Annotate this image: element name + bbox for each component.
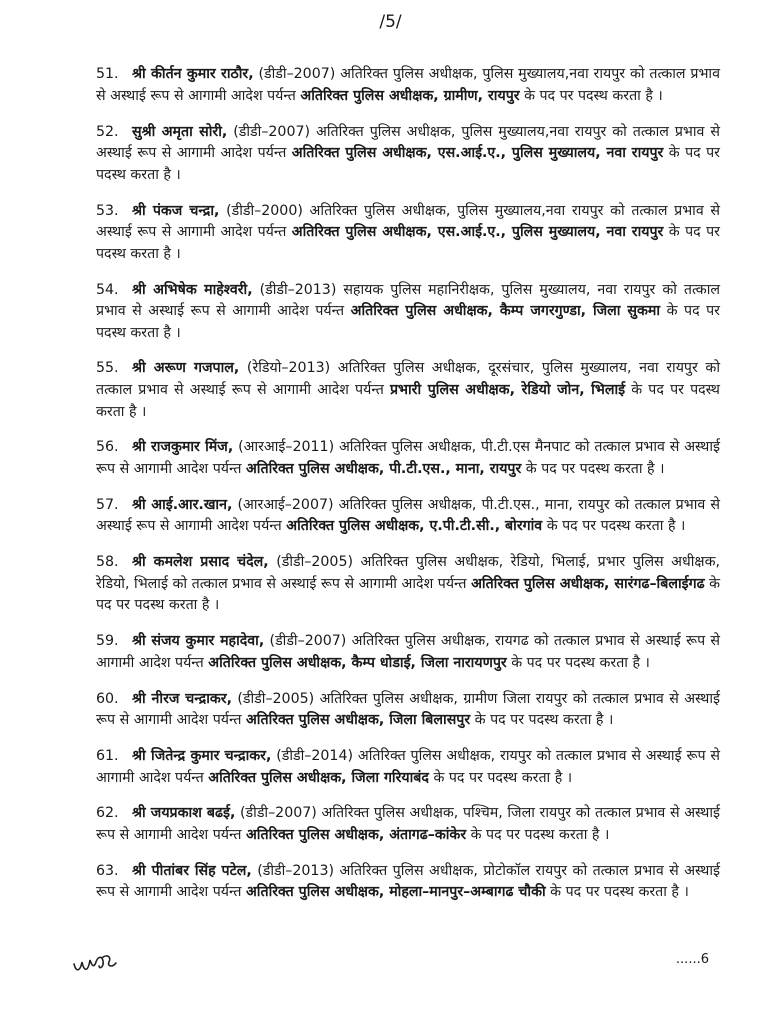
posting-designation: अतिरिक्त पुलिस अधीक्षक, पी.टी.एस., माना, रायपुर xyxy=(245,461,522,478)
entry-number: 62. xyxy=(96,805,119,822)
entry-text: (डीडी–2007) अतिरिक्त पुलिस अधीक्षक, रायगढ को तत्काल प्रभाव से अस्थाई रूप से आगामी आदेश पर्यन्त xyxy=(96,633,720,671)
posting-order-list xyxy=(96,50,720,914)
list-item xyxy=(96,746,720,789)
entry-number: 60. xyxy=(96,690,119,707)
list-item xyxy=(96,122,720,187)
officer-name: श्री जयप्रकाश बढई, xyxy=(132,805,236,822)
signature-stroke-icon xyxy=(72,950,120,976)
entry-text-end: के पद पर पदस्थ करता है । xyxy=(96,575,721,614)
posting-designation: अतिरिक्त पुलिस अधीक्षक, ए.पी.टी.सी., बोरगांव xyxy=(286,518,543,535)
entry-text: (आरआई–2007) अतिरिक्त पुलिस अधीक्षक, पी.टी.एस., माना, रायपुर को तत्काल प्रभाव से अस्थाई रूप से आगामी आदेश पर्यन्त xyxy=(96,496,721,535)
posting-designation: अतिरिक्त पुलिस अधीक्षक, कैम्प धोडाई, जिला नारायणपुर xyxy=(208,654,507,671)
entry-text: (रेडियो–2013) अतिरिक्त पुलिस अधीक्षक, दूरसंचार, पुलिस मुख्यालय, नवा रायपुर को तत्काल प्रभाव से अस्थाई रूप से आगामी आदेश पर्यन्त xyxy=(96,360,720,399)
officer-name: सुश्री अमृता सोरी, xyxy=(132,123,228,140)
list-item xyxy=(96,689,720,732)
list-item xyxy=(96,803,720,846)
list-item xyxy=(96,201,720,266)
posting-designation: अतिरिक्त पुलिस अधीक्षक, जिला गरियाबंद xyxy=(208,769,429,786)
list-item xyxy=(96,280,720,345)
officer-name: श्री पंकज चन्द्रा, xyxy=(132,202,220,219)
posting-designation: अतिरिक्त पुलिस अधीक्षक, जिला बिलासपुर xyxy=(245,712,471,729)
entry-number: 61. xyxy=(96,747,119,764)
list-item xyxy=(96,495,720,538)
list-item xyxy=(96,861,720,904)
entry-text-end: के पद पर पदस्थ करता है । xyxy=(96,382,720,420)
entry-text: (डीडी–2007) अतिरिक्त पुलिस अधीक्षक, पुलिस मुख्यालय,नवा रायपुर को तत्काल प्रभाव से अस्थाई रूप से आगामी आदेश पर्यन्त xyxy=(96,66,720,104)
entry-number: 57. xyxy=(96,496,119,513)
entry-number: 58. xyxy=(96,554,119,571)
entry-text-end: के पद पर पदस्थ करता है । xyxy=(545,884,689,901)
officer-name: श्री राजकुमार मिंज, xyxy=(132,439,234,456)
entry-text-end: के पद पर पदस्थ करता है । xyxy=(519,87,663,104)
entry-number: 63. xyxy=(96,862,119,879)
posting-designation: अतिरिक्त पुलिस अधीक्षक, अंतागढ–कांकेर xyxy=(245,826,467,843)
entry-text-end: के पद पर पदस्थ करता है । xyxy=(470,712,614,729)
entry-number: 56. xyxy=(96,439,119,456)
posting-designation: प्रभारी पुलिस अधीक्षक, रेडियो जोन, भिलाई xyxy=(389,382,626,399)
entry-number: 51. xyxy=(96,66,119,83)
posting-designation: अतिरिक्त पुलिस अधीक्षक, सारंगढ–बिलाईगढ xyxy=(471,575,705,592)
entry-text: (डीडी–2005) अतिरिक्त पुलिस अधीक्षक, रेडियो, भिलाई, प्रभार पुलिस अधीक्षक, रेडियो, भिलाई को तत्काल प्रभाव से अस्थाई रूप से आगामी आदेश पर्यन्त xyxy=(96,554,720,592)
entry-text: (आरआई–2011) अतिरिक्त पुलिस अधीक्षक, पी.टी.एस मैनपाट को तत्काल प्रभाव से अस्थाई रूप से आगामी आदेश पर्यन्त xyxy=(96,439,720,478)
page-number: /5/ xyxy=(379,12,402,32)
officer-name: श्री जितेन्द्र कुमार चन्द्राकर, xyxy=(132,747,272,764)
officer-name: श्री कमलेश प्रसाद चंदेल, xyxy=(132,554,269,571)
posting-designation: अतिरिक्त पुलिस अधीक्षक, एस.आई.ए., पुलिस मुख्यालय, नवा रायपुर xyxy=(291,224,664,241)
officer-name: श्री संजय कुमार महादेवा, xyxy=(132,633,265,650)
entry-number: 54. xyxy=(96,281,119,298)
entry-number: 59. xyxy=(96,633,119,650)
entry-text-end: के पद पर पदस्थ करता है । xyxy=(96,145,720,183)
entry-text-end: के पद पर पदस्थ करता है । xyxy=(466,826,610,843)
entry-text: (डीडी–2005) अतिरिक्त पुलिस अधीक्षक, ग्रामीण जिला रायपुर को तत्काल प्रभाव से अस्थाई रूप से आगामी आदेश पर्यन्त xyxy=(96,690,720,729)
officer-name: श्री अभिषेक माहेश्वरी, xyxy=(132,281,253,298)
entry-number: 53. xyxy=(96,202,119,219)
entry-number: 52. xyxy=(96,123,119,140)
entry-text: (डीडी–2014) अतिरिक्त पुलिस अधीक्षक, रायपुर को तत्काल प्रभाव से अस्थाई रूप से आगामी आदेश पर्यन्त xyxy=(96,747,720,786)
entry-text: (डीडी–2013) सहायक पुलिस महानिरीक्षक, पुलिस मुख्यालय, नवा रायपुर को तत्काल प्रभाव से अस्थाई रूप से आगामी आदेश पर्यन्त xyxy=(96,281,720,320)
entry-number: 55. xyxy=(96,360,119,377)
entry-text-end: के पद पर पदस्थ करता है । xyxy=(96,224,720,262)
posting-designation: अतिरिक्त पुलिस अधीक्षक, मोहला–मानपुर–अम्बागढ चौकी xyxy=(245,884,546,901)
entry-text-end: के पद पर पदस्थ करता है । xyxy=(506,654,650,671)
entry-text-end: के पद पर पदस्थ करता है । xyxy=(521,461,665,478)
list-item xyxy=(96,64,720,107)
entry-text: (डीडी–2007) अतिरिक्त पुलिस अधीक्षक, पुलिस मुख्यालय,नवा रायपुर को तत्काल प्रभाव से अस्थाई रूप से आगामी आदेश पर्यन्त xyxy=(96,123,720,162)
list-item xyxy=(96,552,720,617)
entry-text: (डीडी–2000) अतिरिक्त पुलिस अधीक्षक, पुलिस मुख्यालय,नवा रायपुर को तत्काल प्रभाव से अस्थाई रूप से आगामी आदेश पर्यन्त xyxy=(96,202,720,241)
entry-text-end: के पद पर पदस्थ करता है । xyxy=(428,769,573,786)
posting-designation: अतिरिक्त पुलिस अधीक्षक, एस.आई.ए., पुलिस मुख्यालय, नवा रायपुर xyxy=(291,145,664,162)
entry-text: (डीडी–2013) अतिरिक्त पुलिस अधीक्षक, प्रोटोकॉल रायपुर को तत्काल प्रभाव से अस्थाई रूप से आगामी आदेश पर्यन्त xyxy=(96,862,720,901)
entry-text-end: के पद पर पदस्थ करता है । xyxy=(542,518,686,535)
list-item xyxy=(96,358,720,423)
posting-designation: अतिरिक्त पुलिस अधीक्षक, कैम्प जगरगुण्डा, जिला सुकमा xyxy=(350,303,661,320)
officer-name: श्री नीरज चन्द्राकर, xyxy=(132,690,232,707)
signature-initials xyxy=(72,950,120,980)
officer-name: श्री पीतांबर सिंह पटेल, xyxy=(132,862,252,879)
list-item xyxy=(96,437,720,480)
list-item xyxy=(96,631,720,674)
posting-designation: अतिरिक्त पुलिस अधीक्षक, ग्रामीण, रायपुर xyxy=(300,87,520,104)
continuation-marker: ......6 xyxy=(675,952,709,967)
entry-text: (डीडी–2007) अतिरिक्त पुलिस अधीक्षक, पश्चिम, जिला रायपुर को तत्काल प्रभाव से अस्थाई रूप से आगामी आदेश पर्यन्त xyxy=(96,805,720,843)
entry-text-end: के पद पर पदस्थ करता है । xyxy=(96,303,720,341)
officer-name: श्री अरूण गजपाल, xyxy=(132,360,240,377)
officer-name: श्री आई.आर.खान, xyxy=(132,496,233,513)
officer-name: श्री कीर्तन कुमार राठौर, xyxy=(132,66,254,83)
